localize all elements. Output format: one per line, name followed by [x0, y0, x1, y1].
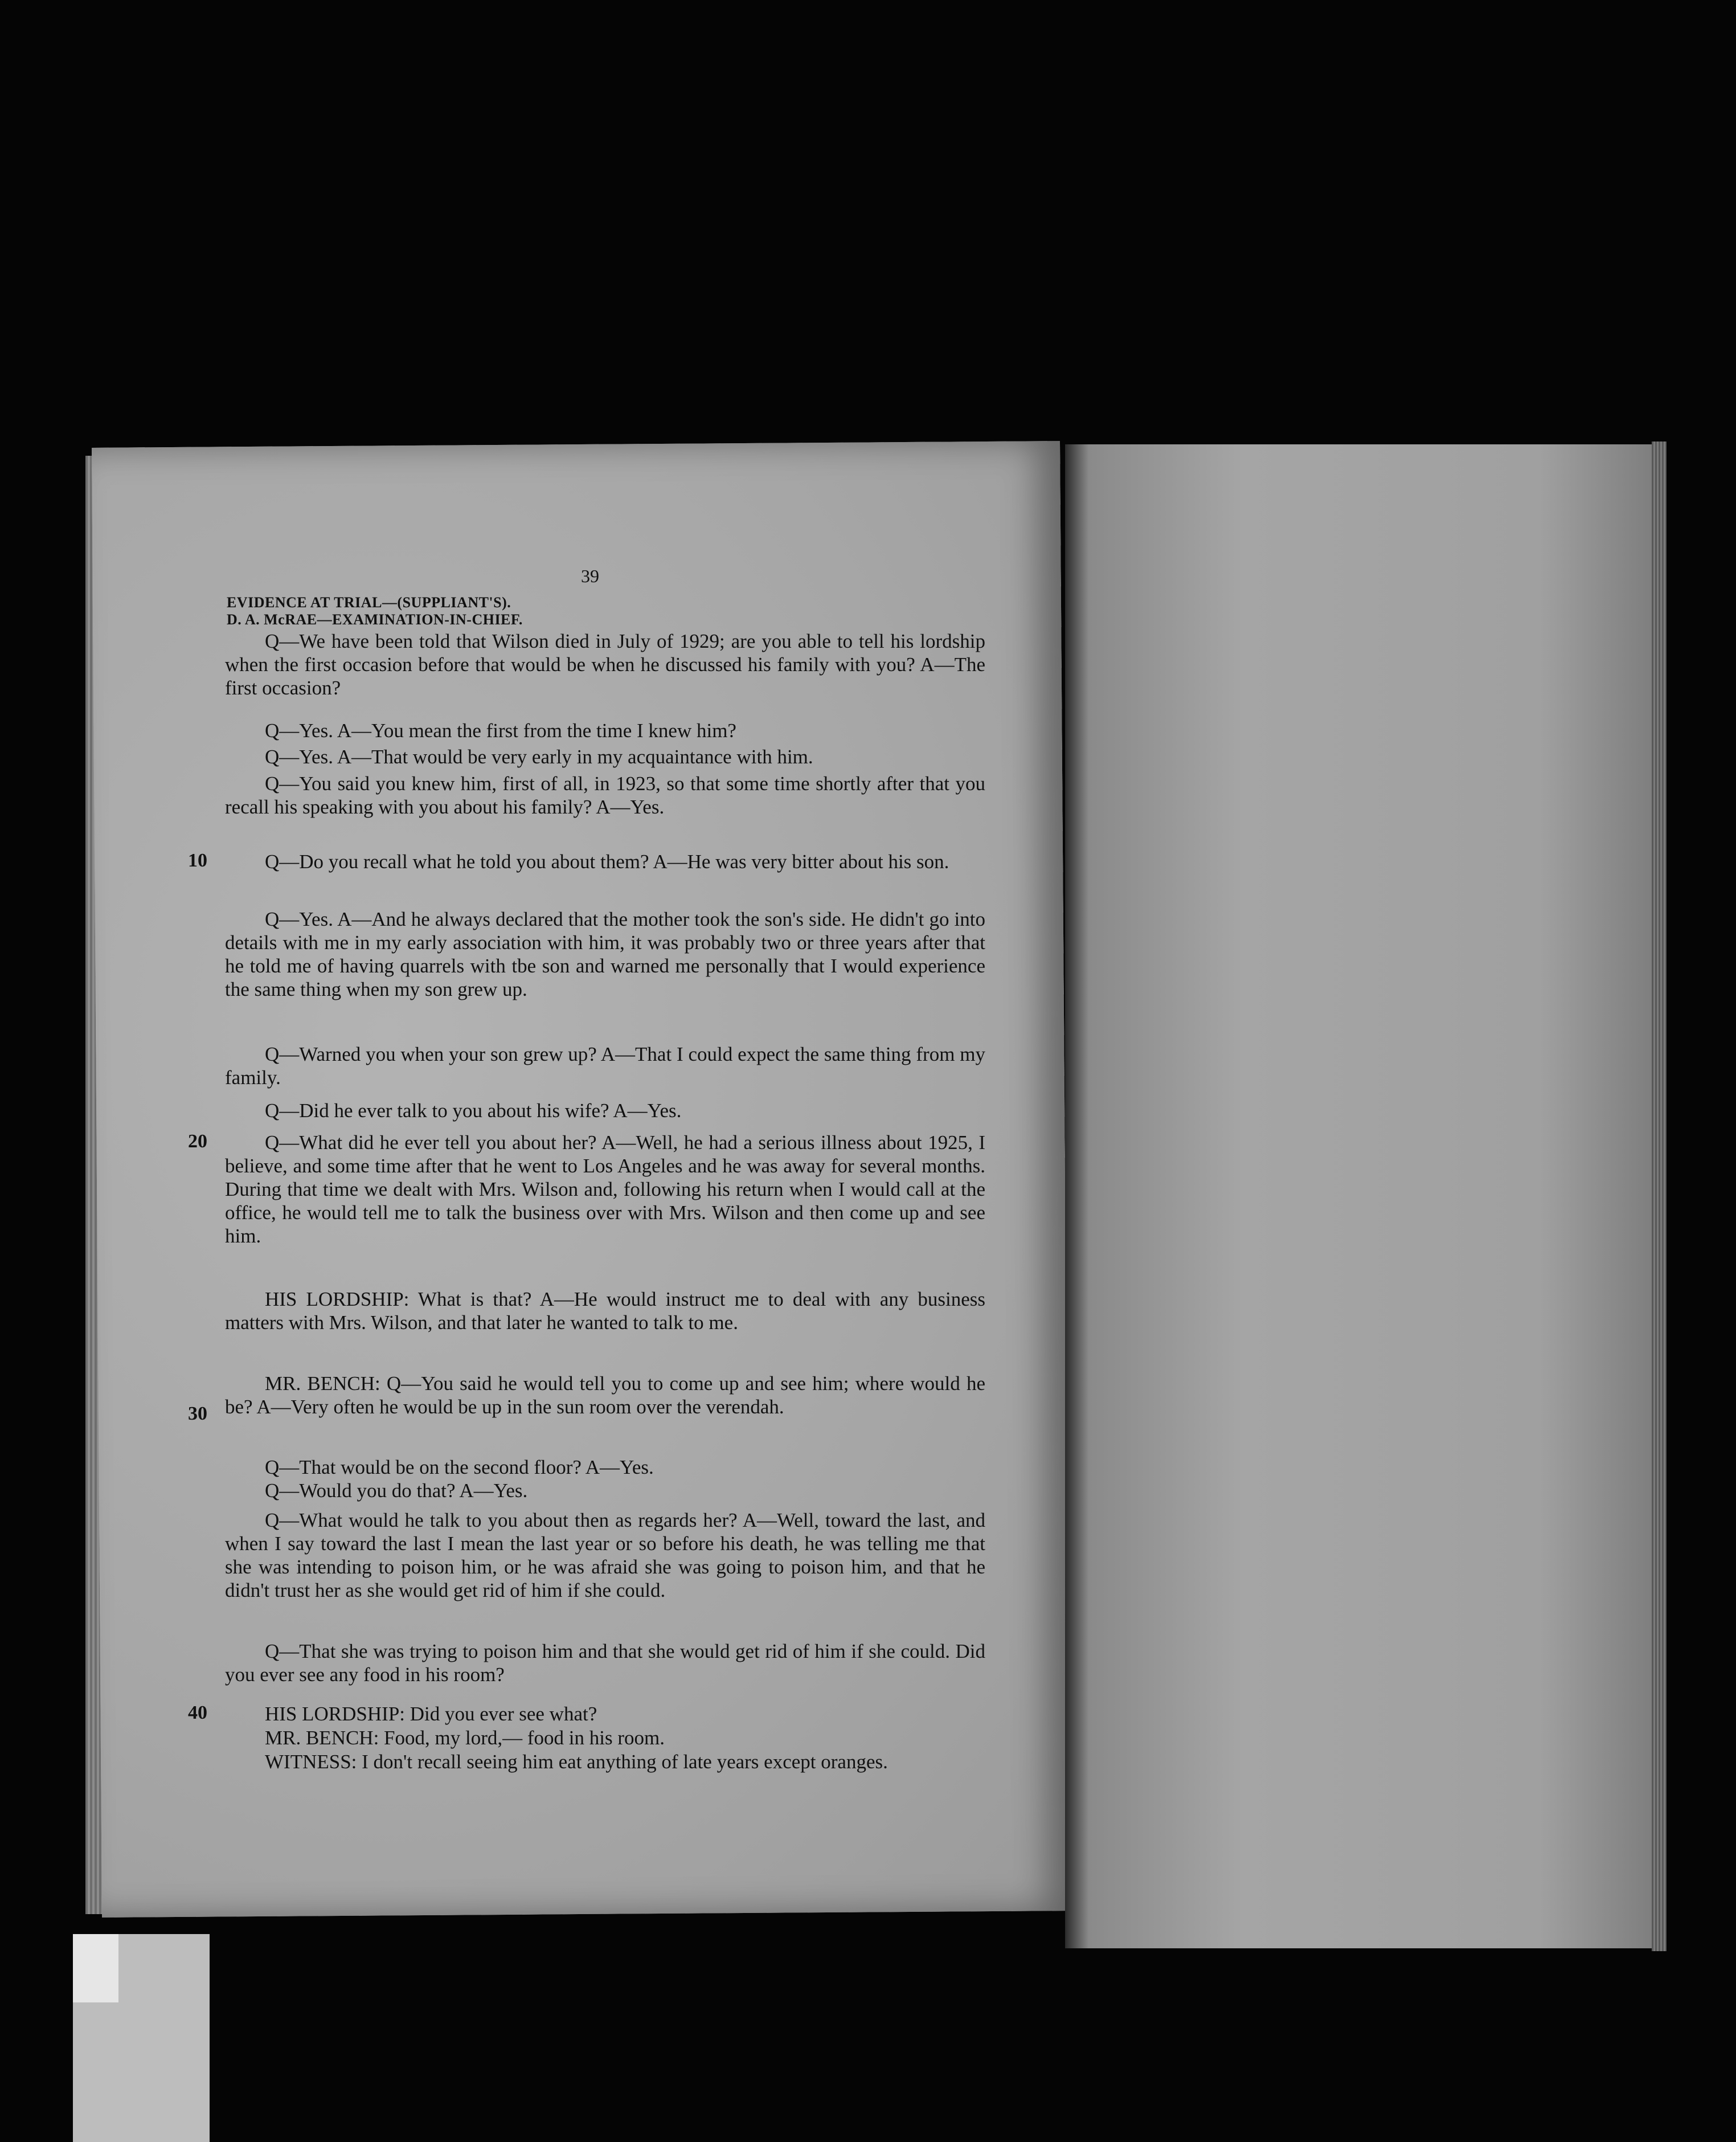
- header-line-1: EVIDENCE AT TRIAL—(SUPPLIANT'S).: [227, 594, 511, 611]
- paragraph-13: Q—Would you do that? A—Yes.: [265, 1479, 528, 1502]
- paragraph-5: Q—Do you recall what he told you about them? A—He was very bitter about his son.: [265, 851, 949, 873]
- paper-tab-label: [73, 1934, 118, 2002]
- header-line-2: D. A. McRAE—EXAMINATION-IN-CHIEF.: [227, 611, 523, 628]
- paragraph-14: Q—What would he talk to you about then as regards her? A—Well, toward the last, and when I say toward the last I mean the last year or so before his death, he was telling me that she was intending to poison him, or he was afraid she was going to poison him, and that he didn't trust her as she would get rid of him if she could.: [225, 1509, 985, 1601]
- paragraph-3: Q—Yes. A—That would be very early in my acquaintance with him.: [265, 746, 813, 768]
- page-number: 39: [581, 566, 599, 586]
- paragraph-2: Q—Yes. A—You mean the first from the time I knew him?: [265, 720, 736, 742]
- line-number-20: 20: [188, 1131, 207, 1152]
- paragraph-1: Q—We have been told that Wilson died in July of 1929; are you able to tell his lordship when the first occasion before that would be when he discussed his family with you? A—The first occasion?: [225, 630, 985, 699]
- paragraph-17: MR. BENCH: Food, my lord,— food in his room.: [265, 1727, 665, 1749]
- paragraph-15: Q—That she was trying to poison him and that she would get rid of him if she could. Did you ever see any food in his room?: [225, 1640, 985, 1686]
- running-header: [227, 594, 523, 628]
- paragraph-16: HIS LORDSHIP: Did you ever see what?: [265, 1703, 597, 1725]
- paragraph-9: Q—What did he ever tell you about her? A—Well, he had a serious illness about 1925, I believe, and some time after that he went to Los Angeles and he was away for several months. During that time we dealt with Mrs. Wilson and, following his return when I would call at the office, he would tell me to talk the business over with Mrs. Wilson and then come up and see him.: [225, 1131, 985, 1247]
- paragraph-12: Q—That would be on the second floor? A—Yes.: [265, 1456, 654, 1478]
- paragraph-8: Q—Did he ever talk to you about his wife? A—Yes.: [265, 1099, 682, 1122]
- line-number-30: 30: [188, 1403, 207, 1424]
- paragraph-10: HIS LORDSHIP: What is that? A—He would instruct me to deal with any business matters with Mrs. Wilson, and that later he wanted to talk to me.: [225, 1288, 985, 1334]
- bleed-through-text: [1173, 592, 1618, 758]
- paragraph-6: Q—Yes. A—And he always declared that the mother took the son's side. He didn't go into details with me in my early association with him, it was probably two or three years after that he told me of having quarrels with tbe son and warned me personally that I would experience the same thing when my son grew up.: [225, 908, 985, 1000]
- right-page-edge: [1652, 442, 1667, 1951]
- paragraph-7: Q—Warned you when your son grew up? A—That I could expect the same thing from my family.: [225, 1043, 985, 1089]
- paragraph-4: Q—You said you knew him, first of all, in 1923, so that some time shortly after that you recall his speaking with you about his family? A—Yes.: [225, 772, 985, 818]
- line-number-40: 40: [188, 1702, 207, 1723]
- line-number-10: 10: [188, 850, 207, 871]
- paragraph-18: WITNESS: I don't recall seeing him eat anything of late years except oranges.: [265, 1751, 888, 1773]
- paragraph-11: MR. BENCH: Q—You said he would tell you to come up and see him; where would he be? A—Very often he would be up in the sun room over the verendah.: [225, 1372, 985, 1418]
